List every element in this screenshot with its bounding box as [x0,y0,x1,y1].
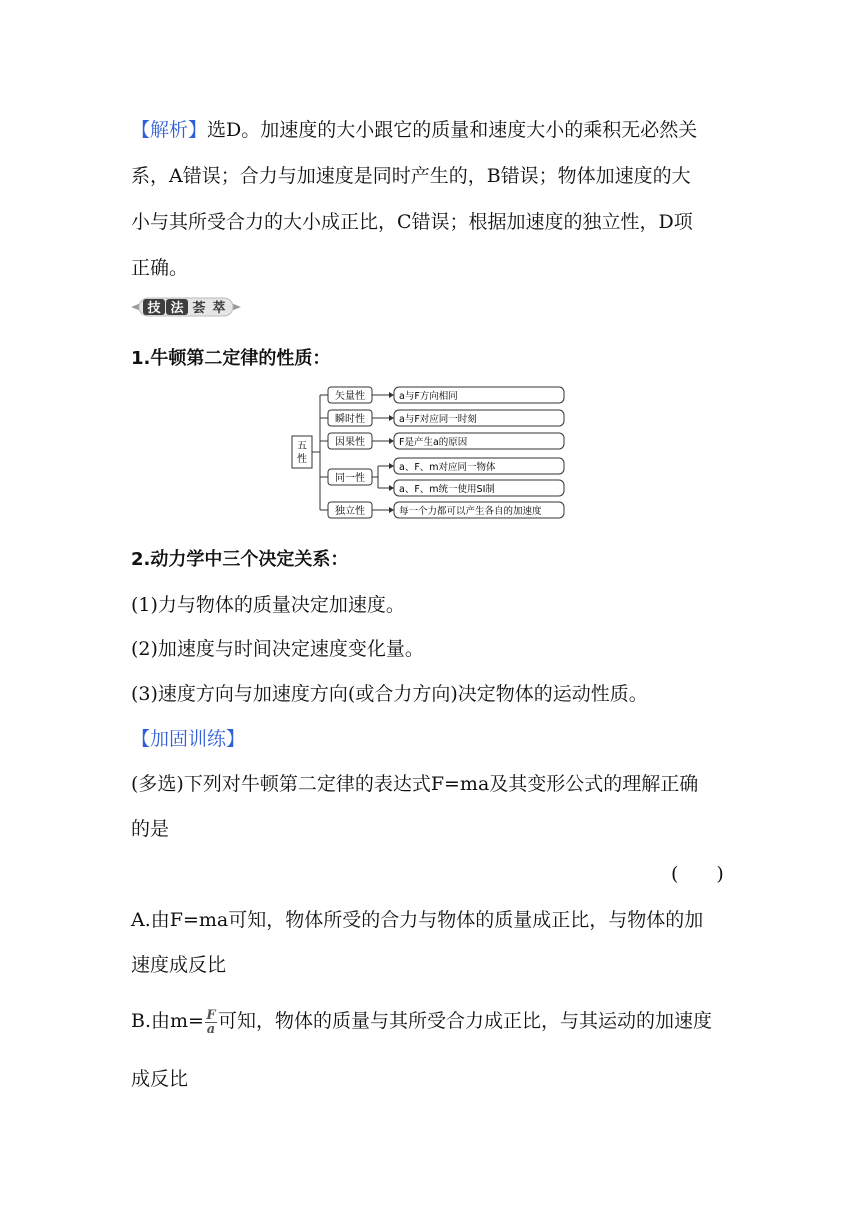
analysis-line-1 [131,115,697,142]
section2-heading: 2.动力学中三个决定关系： [131,549,349,570]
badge-char-3: 荟 [192,301,206,316]
answer-blank: ( ) [671,863,724,885]
section2-item-1: (1)力与物体的质量决定加速度。 [131,594,405,616]
branch-item-5-1: 每一个力都可以产生各自的加速度 [399,506,542,517]
practice-tag: 【加固训练】 [131,728,246,750]
badge-char-2: 法 [170,301,184,316]
analysis-text-1: 选D。加速度的大小跟它的质量和速度大小的乘积无必然关 [207,119,698,141]
branch-item-4-2: a、F、m统一使用SI制 [399,484,495,495]
branch-item-3-1: F是产生a的原因 [399,437,468,448]
option-b-suffix: 可知，物体的质量与其所受合力成正比，与其运动的加速度 [217,1010,712,1032]
analysis-line-4: 正确。 [131,257,189,279]
option-b-prefix: B.由m= [131,1010,204,1032]
question-line-2: 的是 [131,818,170,840]
analysis-line-3: 小与其所受合力的大小成正比，C错误；根据加速度的独立性，D项 [131,211,693,233]
analysis-line-2: 系，A错误；合力与加速度是同时产生的，B错误；物体加速度的大 [131,165,691,187]
badge-char-1: 技 [147,301,161,316]
option-b-line-2: 成反比 [131,1068,189,1090]
section2-item-2: (2)加速度与时间决定速度变化量。 [131,638,424,660]
arrow-icon [389,392,394,398]
diagram-root-char-1: 五 [297,441,307,452]
arrow-icon [389,463,394,469]
option-a-line-1: A.由F=ma可知，物体所受的合力与物体的质量成正比，与物体的加 [131,909,704,931]
option-a-line-2: 速度成反比 [131,954,227,976]
technique-badge [131,294,241,320]
branch-label-1: 矢量性 [335,391,365,402]
branch-label-2: 瞬时性 [335,414,365,425]
branch-item-2-1: a与F对应同一时刻 [399,414,477,425]
branch-label-4: 同一性 [335,473,365,484]
question-line-1: (多选)下列对牛顿第二定律的表达式F=ma及其变形公式的理解正确 [131,773,699,795]
option-b-line-1 [131,1006,712,1036]
arrow-icon [389,415,394,421]
diagram-root-char-2: 性 [297,454,307,465]
five-properties-diagram [290,380,570,524]
section1-heading: 1.牛顿第二定律的性质： [131,348,331,369]
branch-label-3: 因果性 [335,437,365,448]
section2-item-3: (3)速度方向与加速度方向(或合力方向)决定物体的运动性质。 [131,683,648,705]
badge-char-4: 萃 [212,301,226,316]
arrow-icon [389,438,394,444]
fraction-denominator: a [206,1021,216,1037]
analysis-tag: 【解析】 [131,119,208,141]
branch-item-1-1: a与F方向相同 [399,391,458,402]
branch-item-4-1: a、F、m对应同一物体 [399,462,496,473]
fraction-f-over-a [205,1009,217,1036]
arrow-icon [389,507,394,513]
arrow-icon [389,485,394,491]
fraction-numerator: F [206,1007,216,1023]
branch-label-5: 独立性 [335,506,365,517]
